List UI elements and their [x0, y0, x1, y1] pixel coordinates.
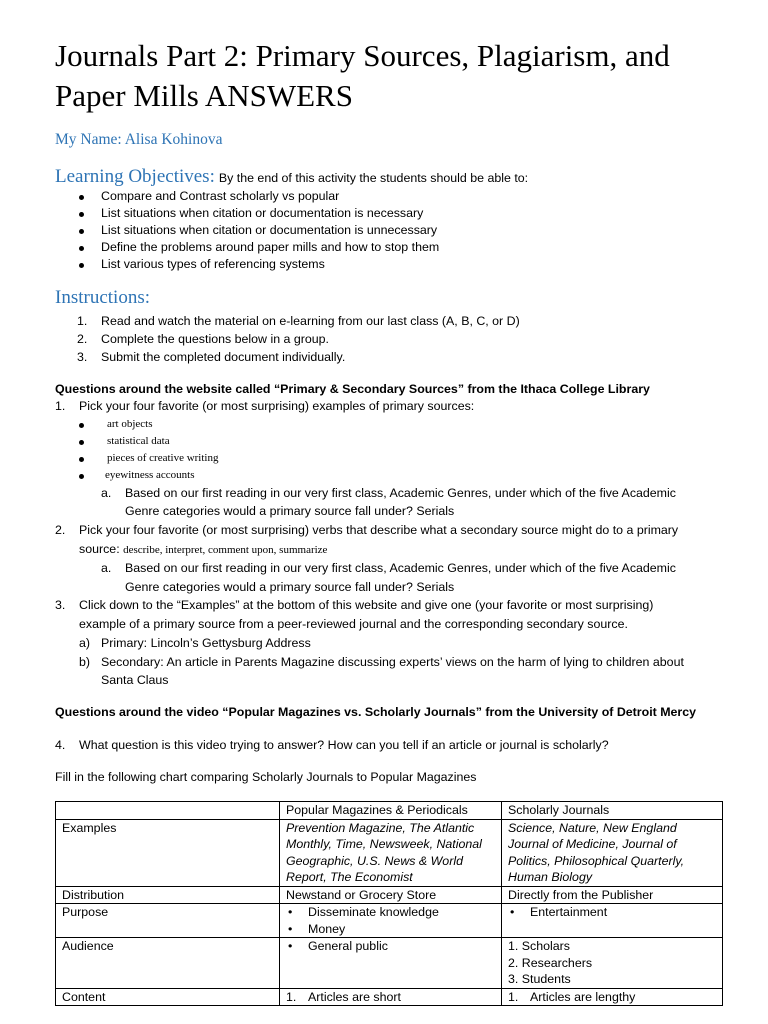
question-3-line1: Click down to the “Examples” at the bottom of this website and give one (your favorite or most surprising): [79, 598, 654, 612]
list-item: [508, 938, 716, 955]
list-number: 2.: [77, 332, 88, 346]
popular-purpose: [280, 904, 502, 938]
row-label-purpose: Purpose: [56, 904, 280, 938]
list-number: 4.: [55, 738, 66, 752]
table-row: [56, 988, 723, 1006]
table-header-cell: [56, 802, 280, 820]
question-1a-line2: Genre categories would a primary source fall under? Serials: [125, 504, 455, 518]
list-number: 1.: [508, 939, 519, 953]
list-number: 3.: [55, 598, 66, 612]
list-number: 3.: [77, 350, 88, 364]
question-2-line1: Pick your four favorite (or most surprising) verbs that describe what a secondary source might do to a primary: [79, 523, 679, 537]
question-1a-line1: Based on our first reading in our very first class, Academic Genres, under which of the five Academic: [125, 486, 676, 500]
instructions-heading: Instructions:: [55, 287, 150, 308]
learning-objectives-line: [55, 166, 528, 188]
bullet-icon: [79, 423, 84, 428]
question-3-line2: example of a primary source from a peer-reviewed journal and the corresponding secondary source.: [79, 617, 628, 631]
list-item: • Entertainment: [508, 904, 716, 921]
scholarly-distribution: Directly from the Publisher: [502, 886, 723, 904]
website-section-heading: Questions around the website called “Primary & Secondary Sources” from the Ithaca College Library: [55, 382, 650, 396]
question-2-prefix: source:: [79, 542, 120, 556]
table-row: [56, 938, 723, 989]
scholarly-purpose: [502, 904, 723, 938]
document-title: Journals Part 2: Primary Sources, Plagiarism, and Paper Mills ANSWERS: [55, 38, 670, 113]
table-row: [56, 886, 723, 904]
bullet-icon: [79, 246, 84, 251]
question-2-answer: describe, interpret, comment upon, summarize: [123, 544, 328, 556]
answer-item: eyewitness accounts: [105, 469, 195, 481]
list-item: Read and watch the material on e-learning from our last class (A, B, C, or D): [101, 314, 520, 328]
question-2a-line2: Genre categories would a primary source fall under? Serials: [125, 580, 455, 594]
list-item: Complete the questions below in a group.: [101, 332, 329, 346]
answer-item: pieces of creative writing: [107, 452, 219, 464]
list-item: Define the problems around paper mills and how to stop them: [101, 240, 440, 254]
list-item: Submit the completed document individually.: [101, 350, 346, 364]
bullet-icon: [79, 440, 84, 445]
list-item-text: Scholars: [521, 939, 571, 953]
scholarly-audience: [502, 938, 723, 989]
list-item: List situations when citation or documentation is unnecessary: [101, 223, 438, 237]
list-item-text: Articles are short: [308, 989, 401, 1004]
list-letter: a.: [101, 561, 112, 575]
answer-item: art objects: [107, 418, 153, 430]
list-item-text: Articles are lengthy: [530, 989, 636, 1004]
row-label-content: Content: [56, 988, 280, 1006]
list-number: 1.: [77, 314, 88, 328]
list-item: Compare and Contrast scholarly vs popular: [101, 189, 340, 203]
learning-objectives-intro: By the end of this activity the students should be able to:: [218, 171, 529, 185]
list-number: 2.: [508, 955, 519, 970]
list-item: [508, 955, 716, 972]
table-header-popular: Popular Magazines & Periodicals: [280, 802, 502, 820]
question-2a-line1: Based on our first reading in our very first class, Academic Genres, under which of the five Academic: [125, 561, 676, 575]
scholarly-content: [502, 988, 723, 1006]
popular-content: [280, 988, 502, 1006]
list-number: 1.: [508, 989, 519, 1004]
scholarly-examples: Science, Nature, New England Journal of Medicine, Journal of Politics, Philosophical Quarterly, Human Biology: [502, 819, 723, 886]
popular-audience: [280, 938, 502, 989]
list-item: [508, 971, 716, 988]
list-item: List situations when citation or documentation is necessary: [101, 206, 424, 220]
list-number: 3.: [508, 972, 519, 986]
popular-audience-list: [286, 938, 495, 955]
table-row: [56, 819, 723, 886]
popular-distribution: Newstand or Grocery Store: [280, 886, 502, 904]
row-label-distribution: Distribution: [56, 886, 280, 904]
question-3b-line2: Santa Claus: [101, 673, 169, 687]
list-item: • Disseminate knowledge: [286, 904, 495, 921]
video-section-heading: Questions around the video “Popular Magazines vs. Scholarly Journals” from the University of Detroit Mercy: [55, 705, 697, 719]
list-letter: a): [79, 636, 91, 650]
question-4: What question is this video trying to answer? How can you tell if an article or journal is scholarly?: [79, 738, 609, 752]
list-item: • Money: [286, 921, 495, 938]
question-3a: Primary: Lincoln’s Gettysburg Address: [101, 636, 311, 650]
bullet-icon: [79, 474, 84, 479]
learning-objectives-heading: Learning Objectives:: [55, 166, 215, 187]
row-label-audience: Audience: [56, 938, 280, 989]
list-item: List various types of referencing systems: [101, 257, 325, 271]
list-letter: a.: [101, 486, 112, 500]
row-label-examples: Examples: [56, 819, 280, 886]
table-row: [56, 904, 723, 938]
bullet-icon: [79, 229, 84, 234]
popular-examples: Prevention Magazine, The Atlantic Monthly, Time, Newsweek, National Geographic, U.S. News & World Report, The Economist: [280, 819, 502, 886]
chart-intro: Fill in the following chart comparing Scholarly Journals to Popular Magazines: [55, 770, 477, 784]
student-name: My Name: Alisa Kohinova: [55, 131, 223, 148]
list-number: 1.: [55, 399, 66, 413]
bullet-icon: [79, 457, 84, 462]
table-row: [56, 802, 723, 820]
popular-purpose-list: [286, 904, 495, 937]
scholarly-purpose-list: [508, 904, 716, 921]
list-item-text: Researchers: [521, 955, 593, 970]
question-3b-line1: Secondary: An article in Parents Magazine discussing experts’ views on the harm of lying to children about: [101, 655, 684, 669]
bullet-icon: [79, 195, 84, 200]
bullet-icon: [79, 212, 84, 217]
bullet-icon: [79, 263, 84, 268]
question-2-line2: [79, 541, 327, 559]
list-number: 1.: [286, 989, 297, 1004]
list-item: • General public: [286, 938, 495, 955]
list-number: 2.: [55, 523, 66, 537]
question-1: Pick your four favorite (or most surprising) examples of primary sources:: [79, 399, 475, 413]
comparison-table: [55, 801, 723, 1006]
list-letter: b): [79, 655, 91, 669]
answer-item: statistical data: [107, 435, 170, 447]
list-item-text: Students: [521, 972, 571, 986]
table-header-scholarly: Scholarly Journals: [502, 802, 723, 820]
